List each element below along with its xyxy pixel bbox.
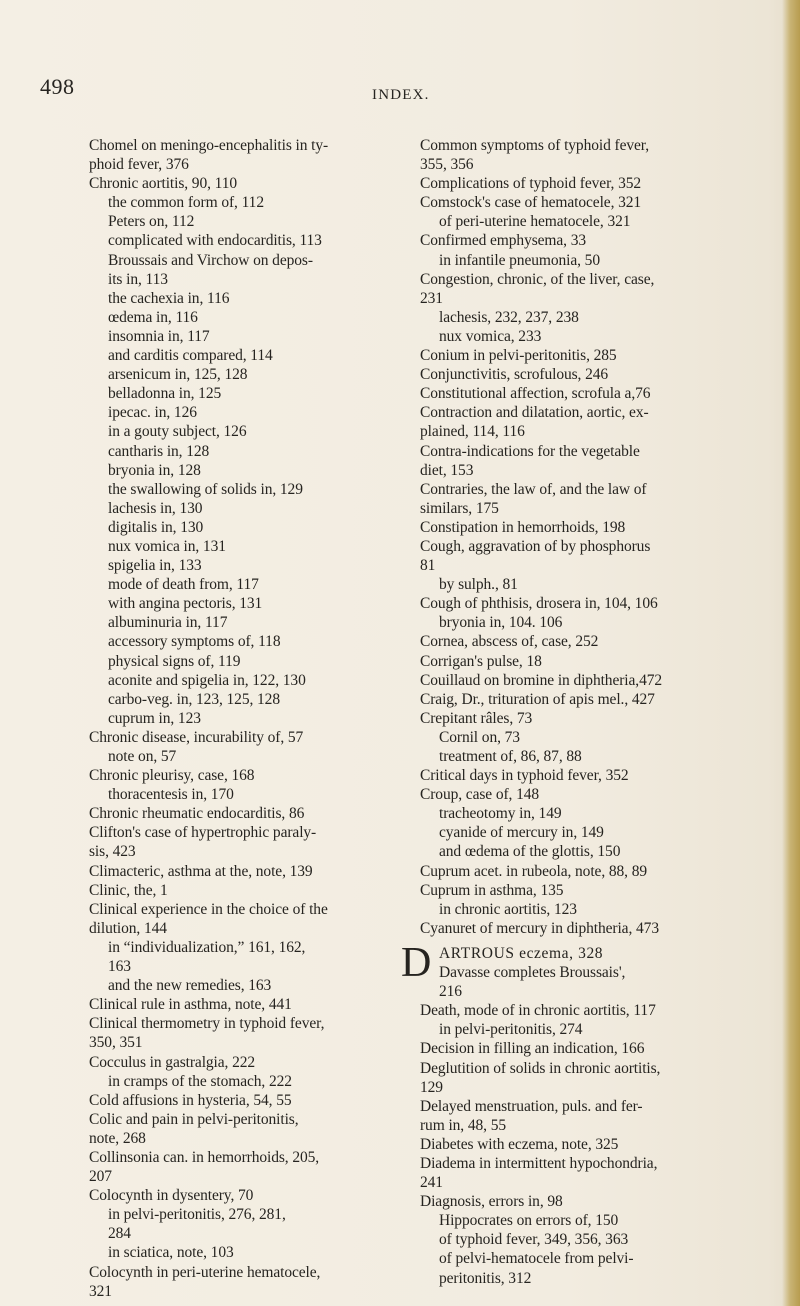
index-entry-line: and œdema of the glottis, 150 — [439, 843, 621, 861]
index-entry — [89, 1148, 401, 1186]
index-subentry — [420, 900, 772, 919]
index-entry-line: the common form of, 112 — [108, 194, 264, 212]
index-entry-line: note, 268 — [89, 1129, 146, 1147]
index-entry — [420, 862, 772, 881]
section-d-line: 216 — [439, 983, 462, 1001]
index-entry — [420, 270, 772, 308]
index-subentry — [420, 251, 772, 270]
index-entry — [89, 1263, 401, 1301]
index-entry-line: Constitutional affection, scrofula a,76 — [420, 385, 651, 403]
index-entry-line: Comstock's case of hematocele, 321 — [420, 194, 642, 212]
index-entry-line: its in, 113 — [108, 270, 168, 288]
index-entry-line: Broussais and Virchow on depos- — [108, 251, 313, 269]
index-entry — [420, 193, 772, 212]
index-entry — [420, 594, 772, 613]
index-entry-line: Confirmed emphysema, 33 — [420, 232, 587, 250]
index-subentry — [89, 594, 401, 613]
index-subentry — [89, 384, 401, 403]
index-entry-line: peritonitis, 312 — [439, 1269, 532, 1287]
index-entry — [420, 690, 772, 709]
index-entry-line: Conjunctivitis, scrofulous, 246 — [420, 366, 609, 384]
index-entry — [420, 709, 772, 728]
running-head: INDEX. — [372, 87, 430, 103]
index-entry-line: in pelvi-peritonitis, 274 — [439, 1021, 583, 1039]
index-entry-line: bryonia in, 128 — [108, 461, 201, 479]
index-entry — [420, 1135, 772, 1154]
index-entry-line: 231 — [420, 289, 443, 307]
index-subentry — [89, 709, 401, 728]
index-entry-line: Clinical experience in the choice of the — [89, 900, 328, 918]
index-entry-line: Decision in filling an indication, 166 — [420, 1040, 645, 1058]
index-subentry — [420, 728, 772, 747]
index-entry — [420, 1059, 772, 1097]
index-entry-line: plained, 114, 116 — [420, 423, 525, 441]
index-entry-line: Cocculus in gastralgia, 222 — [89, 1053, 256, 1071]
index-entry — [89, 136, 401, 174]
index-entry-line: Clinic, the, 1 — [89, 881, 168, 899]
index-entry-line: Constipation in hemorrhoids, 198 — [420, 518, 626, 536]
index-entry-line: Craig, Dr., trituration of apis mel., 427 — [420, 690, 655, 708]
index-entry — [89, 881, 401, 900]
index-entry-line: tracheotomy in, 149 — [439, 805, 562, 823]
index-entry-line: Peters on, 112 — [108, 213, 195, 231]
index-entry — [89, 804, 401, 823]
index-entry — [89, 728, 401, 747]
index-column-right — [401, 136, 772, 1288]
index-entry-line: treatment of, 86, 87, 88 — [439, 748, 582, 765]
index-entry — [420, 365, 772, 384]
index-subentry — [89, 632, 401, 651]
index-entry — [420, 881, 772, 900]
index-entry — [420, 1001, 772, 1020]
index-entry — [89, 1053, 401, 1072]
index-subentry — [89, 442, 401, 461]
index-entry — [420, 231, 772, 250]
index-entry-line: Clifton's case of hypertrophic paraly- — [89, 824, 317, 842]
index-entry-line: Corrigan's pulse, 18 — [420, 652, 542, 670]
index-entry-line: with angina pectoris, 131 — [108, 595, 263, 613]
index-entry-line: 163 — [108, 958, 131, 976]
index-entry-line: Colocynth in dysentery, 70 — [89, 1187, 254, 1205]
index-subentry — [89, 403, 401, 422]
index-entry-line: in chronic aortitis, 123 — [439, 900, 577, 918]
index-subentry — [420, 613, 772, 632]
index-entry-line: œdema in, 116 — [108, 308, 198, 326]
index-entry — [89, 862, 401, 881]
index-entry — [420, 136, 772, 174]
index-entry-line: Chronic rheumatic endocarditis, 86 — [89, 805, 305, 823]
index-entry-line: Climacteric, asthma at the, note, 139 — [89, 862, 313, 880]
index-entry — [420, 537, 772, 575]
index-subentry — [89, 251, 401, 289]
index-entry — [420, 480, 772, 518]
index-entry-line: Couillaud on bromine in diphtheria,472 — [420, 671, 663, 689]
index-entry-line: Crepitant râles, 73 — [420, 709, 533, 727]
index-entry-line: Diagnosis, errors in, 98 — [420, 1193, 563, 1211]
index-entry-line: in “individualization,” 161, 162, — [108, 938, 306, 956]
section-d-first-line: ARTROUS eczema, 328 — [439, 944, 604, 962]
index-subentry — [420, 1211, 772, 1230]
index-entry-line: Cough, aggravation of by phosphorus — [420, 537, 651, 555]
index-entry-line: Croup, case of, 148 — [420, 786, 540, 804]
index-subentry — [89, 499, 401, 518]
index-entry-line: note on, 57 — [108, 748, 177, 765]
index-entry-line: digitalis in, 130 — [108, 518, 204, 536]
index-entry-line: albuminuria in, 117 — [108, 614, 228, 632]
index-entry — [89, 1014, 401, 1052]
index-subentry — [420, 823, 772, 842]
index-entry-line: the swallowing of solids in, 129 — [108, 480, 303, 498]
index-subentry — [89, 327, 401, 346]
index-entry — [89, 1186, 401, 1205]
index-entry-line: Cornea, abscess of, case, 252 — [420, 633, 599, 651]
index-column-left — [89, 136, 401, 1301]
index-subentry — [89, 690, 401, 709]
index-subentry — [89, 308, 401, 327]
index-entry — [420, 652, 772, 671]
index-entry-line: complicated with endocarditis, 113 — [108, 232, 322, 250]
index-entry-line: of pelvi-hematocele from pelvi- — [439, 1250, 634, 1268]
index-entry-line: Diadema in intermittent hypochondria, — [420, 1154, 658, 1172]
index-entry-line: accessory symptoms of, 118 — [108, 633, 281, 651]
index-entry — [89, 1091, 401, 1110]
index-entry-line: Cough of phthisis, drosera in, 104, 106 — [420, 595, 658, 613]
index-subentry — [420, 804, 772, 823]
index-entry-line: mode of death from, 117 — [108, 576, 259, 594]
index-entry — [89, 1110, 401, 1148]
index-subentry — [89, 671, 401, 690]
index-entry-line: arsenicum in, 125, 128 — [108, 366, 248, 384]
index-entry-line: 355, 356 — [420, 156, 474, 174]
index-subentry — [89, 231, 401, 250]
index-subentry — [89, 422, 401, 441]
index-entry-line: Conium in pelvi-peritonitis, 285 — [420, 347, 617, 365]
index-subentry — [420, 1020, 772, 1039]
index-subentry — [89, 976, 401, 995]
index-entry-line: Contra-indications for the vegetable — [420, 442, 640, 460]
index-entry — [420, 384, 772, 403]
index-entry-line: Chomel on meningo-encephalitis in ty- — [89, 137, 329, 154]
index-entry-line: and carditis compared, 114 — [108, 347, 273, 365]
index-subentry — [89, 480, 401, 499]
index-entry-line: physical signs of, 119 — [108, 652, 241, 670]
index-entry-line: nux vomica in, 131 — [108, 537, 226, 555]
index-entry-line: Cyanuret of mercury in diphtheria, 473 — [420, 919, 659, 937]
index-entry-line: spigelia in, 133 — [108, 557, 202, 575]
index-subentry — [420, 308, 772, 327]
index-entry — [89, 995, 401, 1014]
index-entry-line: belladonna in, 125 — [108, 385, 222, 403]
index-entry — [420, 403, 772, 441]
section-d-heading — [401, 939, 772, 1001]
index-entry-line: Delayed menstruation, puls. and fer- — [420, 1097, 643, 1115]
index-entry-line: dilution, 144 — [89, 919, 167, 937]
index-subentry — [89, 193, 401, 212]
index-entry-line: 241 — [420, 1174, 443, 1192]
index-entry — [420, 442, 772, 480]
index-entry-line: Hippocrates on errors of, 150 — [439, 1212, 619, 1230]
index-entry — [89, 823, 401, 861]
index-entry-line: Deglutition of solids in chronic aortitis, — [420, 1059, 661, 1077]
index-entry-line: of typhoid fever, 349, 356, 363 — [439, 1231, 629, 1249]
index-entry-line: 321 — [89, 1282, 112, 1300]
index-entry — [420, 632, 772, 651]
index-entry-line: similars, 175 — [420, 499, 499, 517]
index-subentry — [420, 1230, 772, 1249]
index-entry-line: 350, 351 — [89, 1034, 143, 1052]
page-number: 498 — [40, 74, 75, 99]
index-entry-line: in infantile pneumonia, 50 — [439, 251, 600, 269]
index-entry-line: lachesis, 232, 237, 238 — [439, 308, 579, 326]
index-entry-line: Chronic pleurisy, case, 168 — [89, 767, 255, 785]
index-entry-line: Colic and pain in pelvi-peritonitis, — [89, 1110, 299, 1128]
index-entry-line: sis, 423 — [89, 843, 136, 861]
index-entries-c — [420, 136, 772, 938]
index-entry-line: carbo-veg. in, 123, 125, 128 — [108, 690, 280, 708]
index-entry — [420, 919, 772, 938]
index-entry — [420, 785, 772, 804]
index-entry-line: insomnia in, 117 — [108, 327, 210, 345]
index-entry-line: in a gouty subject, 126 — [108, 423, 247, 441]
index-subentry — [89, 365, 401, 384]
index-entry — [420, 174, 772, 193]
index-entry-line: 284 — [108, 1225, 131, 1243]
index-entry-line: aconite and spigelia in, 122, 130 — [108, 671, 306, 689]
index-subentry — [89, 212, 401, 231]
index-entry-line: in sciatica, note, 103 — [108, 1244, 234, 1262]
index-subentry — [89, 652, 401, 671]
index-entry-line: nux vomica, 233 — [439, 327, 542, 345]
index-entry — [420, 1039, 772, 1058]
index-entry-line: Clinical rule in asthma, note, 441 — [89, 996, 292, 1014]
index-entry-line: by sulph., 81 — [439, 576, 518, 594]
index-entry-line: rum in, 48, 55 — [420, 1116, 506, 1134]
index-entry-line: Critical days in typhoid fever, 352 — [420, 767, 629, 785]
index-entry-line: thoracentesis in, 170 — [108, 786, 234, 804]
index-subentry — [89, 556, 401, 575]
index-entry-line: Complications of typhoid fever, 352 — [420, 175, 642, 193]
index-subentry — [89, 1072, 401, 1091]
index-entry-line: lachesis in, 130 — [108, 499, 203, 517]
index-entry-line: 81 — [420, 557, 436, 575]
index-subentry — [420, 327, 772, 346]
index-subentry — [89, 1243, 401, 1262]
index-subentry — [89, 938, 401, 976]
index-entry-line: Cuprum acet. in rubeola, note, 88, 89 — [420, 862, 648, 880]
index-subentry — [89, 461, 401, 480]
index-entry-line: Diabetes with eczema, note, 325 — [420, 1135, 619, 1153]
index-subentry — [89, 1205, 401, 1243]
index-entry-line: Clinical thermometry in typhoid fever, — [89, 1015, 325, 1033]
index-entry — [420, 671, 772, 690]
index-entry-line: ipecac. in, 126 — [108, 404, 197, 422]
index-entry-line: Chronic aortitis, 90, 110 — [89, 175, 238, 193]
index-subentry — [420, 747, 772, 766]
index-entry-line: Colocynth in peri-uterine hematocele, — [89, 1263, 321, 1281]
index-entry-line: 207 — [89, 1168, 112, 1186]
index-entry — [420, 766, 772, 785]
index-subentry — [89, 747, 401, 766]
index-entry — [89, 766, 401, 785]
index-entry — [89, 900, 401, 938]
index-entry — [420, 1192, 772, 1211]
index-entry-line: of peri-uterine hematocele, 321 — [439, 213, 631, 231]
index-entry-line: Cold affusions in hysteria, 54, 55 — [89, 1091, 292, 1109]
index-entry-line: bryonia in, 104. 106 — [439, 614, 563, 632]
index-entry-line: in cramps of the stomach, 222 — [108, 1072, 292, 1090]
index-entry — [420, 1097, 772, 1135]
index-subentry — [89, 518, 401, 537]
index-entry-line: Collinsonia can. in hemorrhoids, 205, — [89, 1148, 320, 1166]
index-entry-line: Death, mode of in chronic aortitis, 117 — [420, 1002, 656, 1020]
index-subentry — [89, 289, 401, 308]
index-entry-line: Congestion, chronic, of the liver, case, — [420, 270, 655, 288]
index-entry-line: Contraction and dilatation, aortic, ex- — [420, 404, 649, 422]
index-entry-line: diet, 153 — [420, 461, 474, 479]
index-subentry — [420, 1249, 772, 1287]
index-entry-line: phoid fever, 376 — [89, 156, 189, 174]
section-d-line: Davasse completes Broussais', — [439, 964, 626, 982]
page-edge — [782, 0, 800, 1306]
index-entry — [89, 174, 401, 193]
index-entry-line: Cuprum in asthma, 135 — [420, 881, 564, 899]
index-entry-line: Common symptoms of typhoid fever, — [420, 137, 649, 154]
index-entry-line: cantharis in, 128 — [108, 442, 210, 460]
index-entry-line: Cornil on, 73 — [439, 728, 520, 746]
index-subentry — [89, 575, 401, 594]
index-entry-line: in pelvi-peritonitis, 276, 281, — [108, 1206, 286, 1224]
index-subentry — [89, 537, 401, 556]
index-entries-d — [420, 1001, 772, 1287]
drop-cap-letter: D — [401, 939, 432, 986]
index-subentry — [89, 785, 401, 804]
index-entry-line: Contraries, the law of, and the law of — [420, 480, 647, 498]
index-entry-line: 129 — [420, 1078, 443, 1096]
index-entry — [420, 518, 772, 537]
index-entry-line: cuprum in, 123 — [108, 709, 201, 727]
index-entry — [420, 346, 772, 365]
index-subentry — [89, 346, 401, 365]
index-subentry — [420, 575, 772, 594]
index-subentry — [420, 212, 772, 231]
index-subentry — [420, 842, 772, 861]
index-entry — [420, 1154, 772, 1192]
index-entry-line: cyanide of mercury in, 149 — [439, 824, 604, 842]
index-subentry — [89, 613, 401, 632]
index-entry-line: and the new remedies, 163 — [108, 977, 272, 995]
index-entry-line: the cachexia in, 116 — [108, 289, 230, 307]
index-entry-line: Chronic disease, incurability of, 57 — [89, 728, 304, 746]
